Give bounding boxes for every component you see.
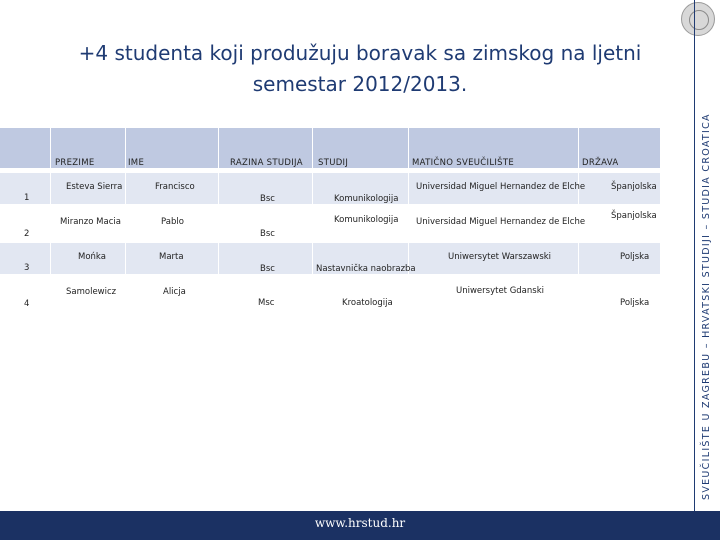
cell-country: Španjolska: [611, 211, 657, 221]
cell-surname: Mońka: [78, 252, 106, 262]
slide-title: [30, 38, 690, 100]
cell-level: Bsc: [260, 264, 275, 274]
cell-study: Komunikologija: [334, 215, 399, 225]
cell-level: Msc: [258, 298, 275, 308]
cell-study: Kroatologija: [342, 298, 393, 308]
slide-title-line-1: +4 studenta koji produžuju boravak sa zimskog na ljetni: [78, 41, 642, 65]
row-number: 3: [24, 263, 30, 273]
header-surname: PREZIME: [55, 158, 95, 168]
header-name: IME: [128, 158, 145, 168]
cell-level: Bsc: [260, 229, 275, 239]
column-divider: [312, 128, 313, 308]
header-study: STUDIJ: [318, 158, 349, 168]
cell-name: Marta: [159, 252, 184, 262]
column-divider: [125, 128, 126, 308]
cell-level: Bsc: [260, 194, 275, 204]
cell-surname: Miranzo Macia: [60, 217, 121, 227]
column-divider: [50, 128, 51, 308]
sidebar-divider: [694, 0, 695, 540]
column-divider: [408, 128, 409, 308]
cell-university: Uniwersytet Warszawski: [448, 252, 552, 262]
cell-university: Universidad Miguel Hernandez de Elche: [416, 217, 586, 227]
sidebar-university-label: SVEUČILIŠTE U ZAGREBU – HRVATSKI STUDIJI – STUDIA CROATICA: [701, 113, 712, 500]
cell-name: Pablo: [161, 217, 184, 227]
cell-surname: Esteva Sierra: [66, 182, 123, 192]
cell-university: Uniwersytet Gdanski: [456, 286, 544, 296]
row-number: 1: [24, 193, 30, 203]
footer-url[interactable]: www.hrstud.hr: [314, 516, 406, 530]
cell-name: Francisco: [155, 182, 195, 192]
header-study-level: RAZINA STUDIJA: [230, 158, 303, 168]
cell-name: Alicja: [163, 287, 186, 297]
cell-university: Universidad Miguel Hernandez de Elche: [416, 182, 586, 192]
row-number: 4: [24, 299, 30, 309]
header-country: DRŽAVA: [582, 158, 619, 168]
slide-title-line-2: semestar 2012/2013.: [252, 72, 468, 96]
cell-country: Španjolska: [611, 182, 657, 192]
header-home-university: MATIČNO SVEUČILIŠTE: [412, 158, 515, 168]
cell-surname: Samolewicz: [66, 287, 117, 297]
cell-study: Nastavnička naobrazba: [316, 264, 416, 274]
row-number: 2: [24, 229, 30, 239]
cell-country: Poljska: [620, 252, 650, 262]
column-divider: [218, 128, 219, 308]
cell-study: Komunikologija: [334, 194, 399, 204]
cell-country: Poljska: [620, 298, 650, 308]
